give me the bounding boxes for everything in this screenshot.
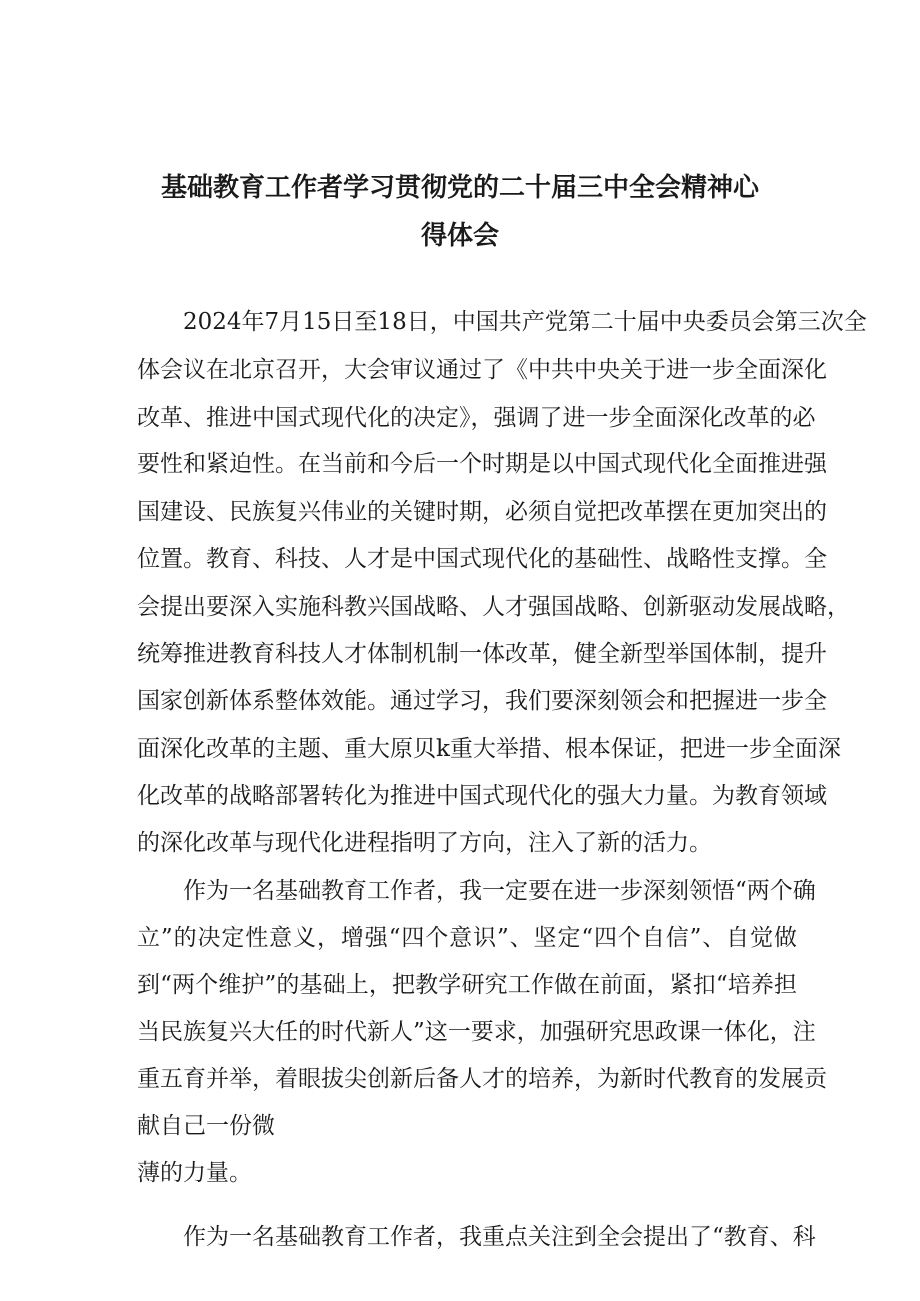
paragraph-2-line-2: 立”的决定性意义，增强“四个意识”、坚定“四个自信”、自觉做 — [137, 925, 797, 951]
paragraph-3-line-1: 作为一名基础教育工作者，我重点关注到全会提出了“教育、科 — [183, 1224, 816, 1250]
document-title-line-1: 基础教育工作者学习贯彻党的二十届三中全会精神心 — [160, 173, 759, 203]
paragraph-1-line-8: 统筹推进教育科技人才体制机制一体改革，健全新型举国体制，提升 — [137, 641, 827, 667]
paragraph-1-line-3: 改革、推进中国式现代化的决定》，强调了进一步全面深化改革的必 — [137, 405, 816, 431]
paragraph-1-line-1: 2024年7月15日至18日，中国共产党第二十届中央委员会第三次全 — [183, 309, 867, 335]
paragraph-2-line-3: 到“两个维护”的基础上，把教学研究工作做在前面，紧扣“培养担 — [137, 972, 797, 998]
paragraph-2-line-1: 作为一名基础教育工作者，我一定要在进一步深刻领悟“两个确 — [183, 878, 816, 904]
paragraph-1-line-12: 的深化改革与现代化进程指明了方向，注入了新的活力。 — [137, 830, 712, 856]
paragraph-2-line-4: 当民族复兴大任的时代新人”这一要求，加强研究思政课一体化，注 — [137, 1019, 816, 1045]
document-title-line-2: 得体会 — [420, 221, 499, 251]
paragraph-1-line-9: 国家创新体系整体效能。通过学习，我们要深刻领会和把握进一步全 — [137, 688, 827, 714]
paragraph-1-line-4: 要性和紧迫性。在当前和今后一个时期是以中国式现代化全面推进强 — [137, 451, 827, 477]
paragraph-2-line-5: 重五育并举，着眼拔尖创新后备人才的培养，为新时代教育的发展贡 — [137, 1066, 827, 1092]
paragraph-1-line-6: 位置。教育、科技、人才是中国式现代化的基础性、战略性支撑。全 — [137, 546, 827, 572]
paragraph-1-line-7: 会提出要深入实施科教兴国战略、人才强国战略、创新驱动发展战略， — [137, 594, 850, 620]
paragraph-1-line-5: 国建设、民族复兴伟业的关键时期，必须自觉把改革摆在更加突出的 — [137, 499, 827, 525]
paragraph-1-line-2: 体会议在北京召开，大会审议通过了《中共中央关于进一步全面深化 — [137, 357, 827, 383]
paragraph-1-line-10: 面深化改革的主题、重大原贝k重大举措、根本保证，把进一步全面深 — [137, 736, 841, 762]
paragraph-1-line-11: 化改革的战略部署转化为推进中国式现代化的强大力量。为教育领域 — [137, 783, 827, 809]
paragraph-2-line-7: 薄的力量。 — [137, 1160, 252, 1186]
paragraph-2-line-6: 献自己一份微 — [137, 1113, 275, 1139]
